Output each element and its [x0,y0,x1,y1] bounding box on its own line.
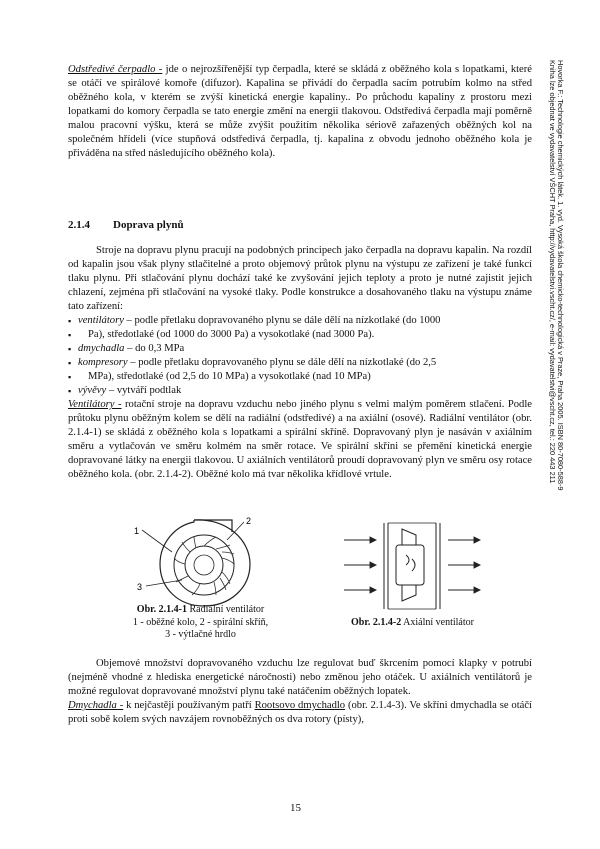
fig1-label-1: 1 [134,526,140,536]
page-number: 15 [290,802,301,814]
ventilatory-paragraph: Ventilátory - rotační stroje na dopravu vzduchu nebo jiného plynu s velmi malým poměrem stlačení. Podle průtoku plynu oběžným kolem se dělí na radiální (odstředivé) a na axiální (osové). Radiální ventilátor (obr. 2.1.4-1) se skládá z oběžného kola s lopatkami a spirální skříně. Dopravovaný plyn je nasáván v axiálním směru a vytlačován ve směru kolmém na směr rotace. Ve spirální skříni se přemění kinetická energie dopravované látky na energii tlakovou. U axiálních ventilátorů proudí dopravovaný plyn ve směru osy rotace oběžného kola. (obr. 2.1.4-2). Oběžné kolo má tvar několika křídlové vrtule. [68,399,532,480]
figure1-caption: Obr. 2.1.4-1 Radiální ventilátor 1 - oběžné kolo, 2 - spirální skříň, 3 - výtlačné hrdlo [132,604,269,640]
section-number: 2.1.4 [68,219,90,231]
lower-text [68,657,532,727]
fig1-label-2: 2 [246,516,252,526]
side-note [548,60,564,560]
term-odstredive: Odstředivé čerpadlo - [68,64,163,75]
figure2-caption: Obr. 2.1.4-2 Axiální ventilátor [351,617,474,628]
sidenote-line-1: Hovorka F.: Technologie chemických látek. 1. vyd. Vysoká škola chemicko-technologická v Praze, Praha 2005. ISBN 80-7080-588-9 [556,60,565,491]
list-item: ▪ kompresory – podle přetlaku dopravovaného plynu se dále dělí na nízkotlaké (do 2,5 [68,356,532,370]
list-item-cont: ▪ MPa), středotlaké (od 2,5 do 10 MPa) a vysokotlaké (nad 10 MPa) [68,370,532,384]
section-heading [68,219,184,231]
intro-paragraph [68,63,532,161]
roots-link: Rootsovo dmychadlo [254,700,346,711]
list-item: ▪ ventilátory – podle přetlaku dopravovaného plynu se dále dělí na nízkotlaké (do 1000 [68,314,532,328]
paragraph-2: Objemové množství dopravovaného vzduchu lze regulovat buď škrcením pomocí klapky v potrubí (nejméně vhodné z hlediska energetické náročnosti) nebo změnou jeho otáček. U axiálních ventilátorů je možné regulovat dopravované množství plynu také natáčením oběžných lopatek. [68,658,532,697]
intro-text: jde o nejrozšířenější typ čerpadla, které se skládá z oběžného kola s lopatkami, které se otáčí ve spirálové komoře (difuzor). Kapalina se přivádí do čerpadla sacím potrubím kolmo na střed oběžného kola, v kterém se zvýší kinetická energie kapaliny.. Po průchodu kapaliny z prostoru mezi lopatkami do komory čerpadla se tato energie změní na energii tlakovou. Odstředivá čerpadla mají poměrně malou pracovní výšku, která se může zvýšit použitím několika sériově zařazených oběžných kol na společném hřídeli (více stupňová odstředivá čerpadla, tj. kapalina z obvodu jednoho oběžného kola je přiváděna na střed následujícího oběžného kola). [68,64,532,159]
radial-fan-figure [132,512,272,612]
main-text [68,244,532,482]
section-title: Doprava plynů [113,219,184,231]
list-item: ▪ vývěvy – vytváří podtlak [68,384,532,398]
paragraph-1: Stroje na dopravu plynu pracují na podobných principech jako čerpadla na dopravu kapalin. Na rozdíl od kapalin jsou však plyny stlačitelné a proto objemový průtok plynu na výstupu ze zařízení je také funkcí tlaku plynu. Při stlačování plynu dochází také ke zvyšování jejich teploty a proto je nutné zajistit jejich chlazení, zejména při stlačování na vysoké tlaky. Podle konstrukce a dosahovaného tlaku na výstupu známe tato zařízení: [68,245,532,312]
fig1-label-3: 3 [137,582,143,592]
list-item: ▪ dmychadla – do 0,3 MPa [68,342,532,356]
list-item-cont: ▪ Pa), středotlaké (od 1000 do 3000 Pa) a vysokotlaké (nad 3000 Pa). [68,328,532,342]
sidenote-line-2: Kniha lze objednat ve vydavatelství VŠCHT Praha, http://vydavatelstvi.vscht.cz/, e-mail: vydavatelstvi@vscht.cz, tel.: 220 443 211 [547,60,557,484]
axial-fan-figure [340,515,490,615]
dmychadla-paragraph: Dmychadla - k nejčastěji používaným patří Rootsovo dmychadlo (obr. 2.1.4-3). Ve skříni dmychadla se otáčí proti sobě kolem svých navzájem rovnoběžných os dva rotory (písty), [68,700,532,725]
device-list [68,314,532,398]
